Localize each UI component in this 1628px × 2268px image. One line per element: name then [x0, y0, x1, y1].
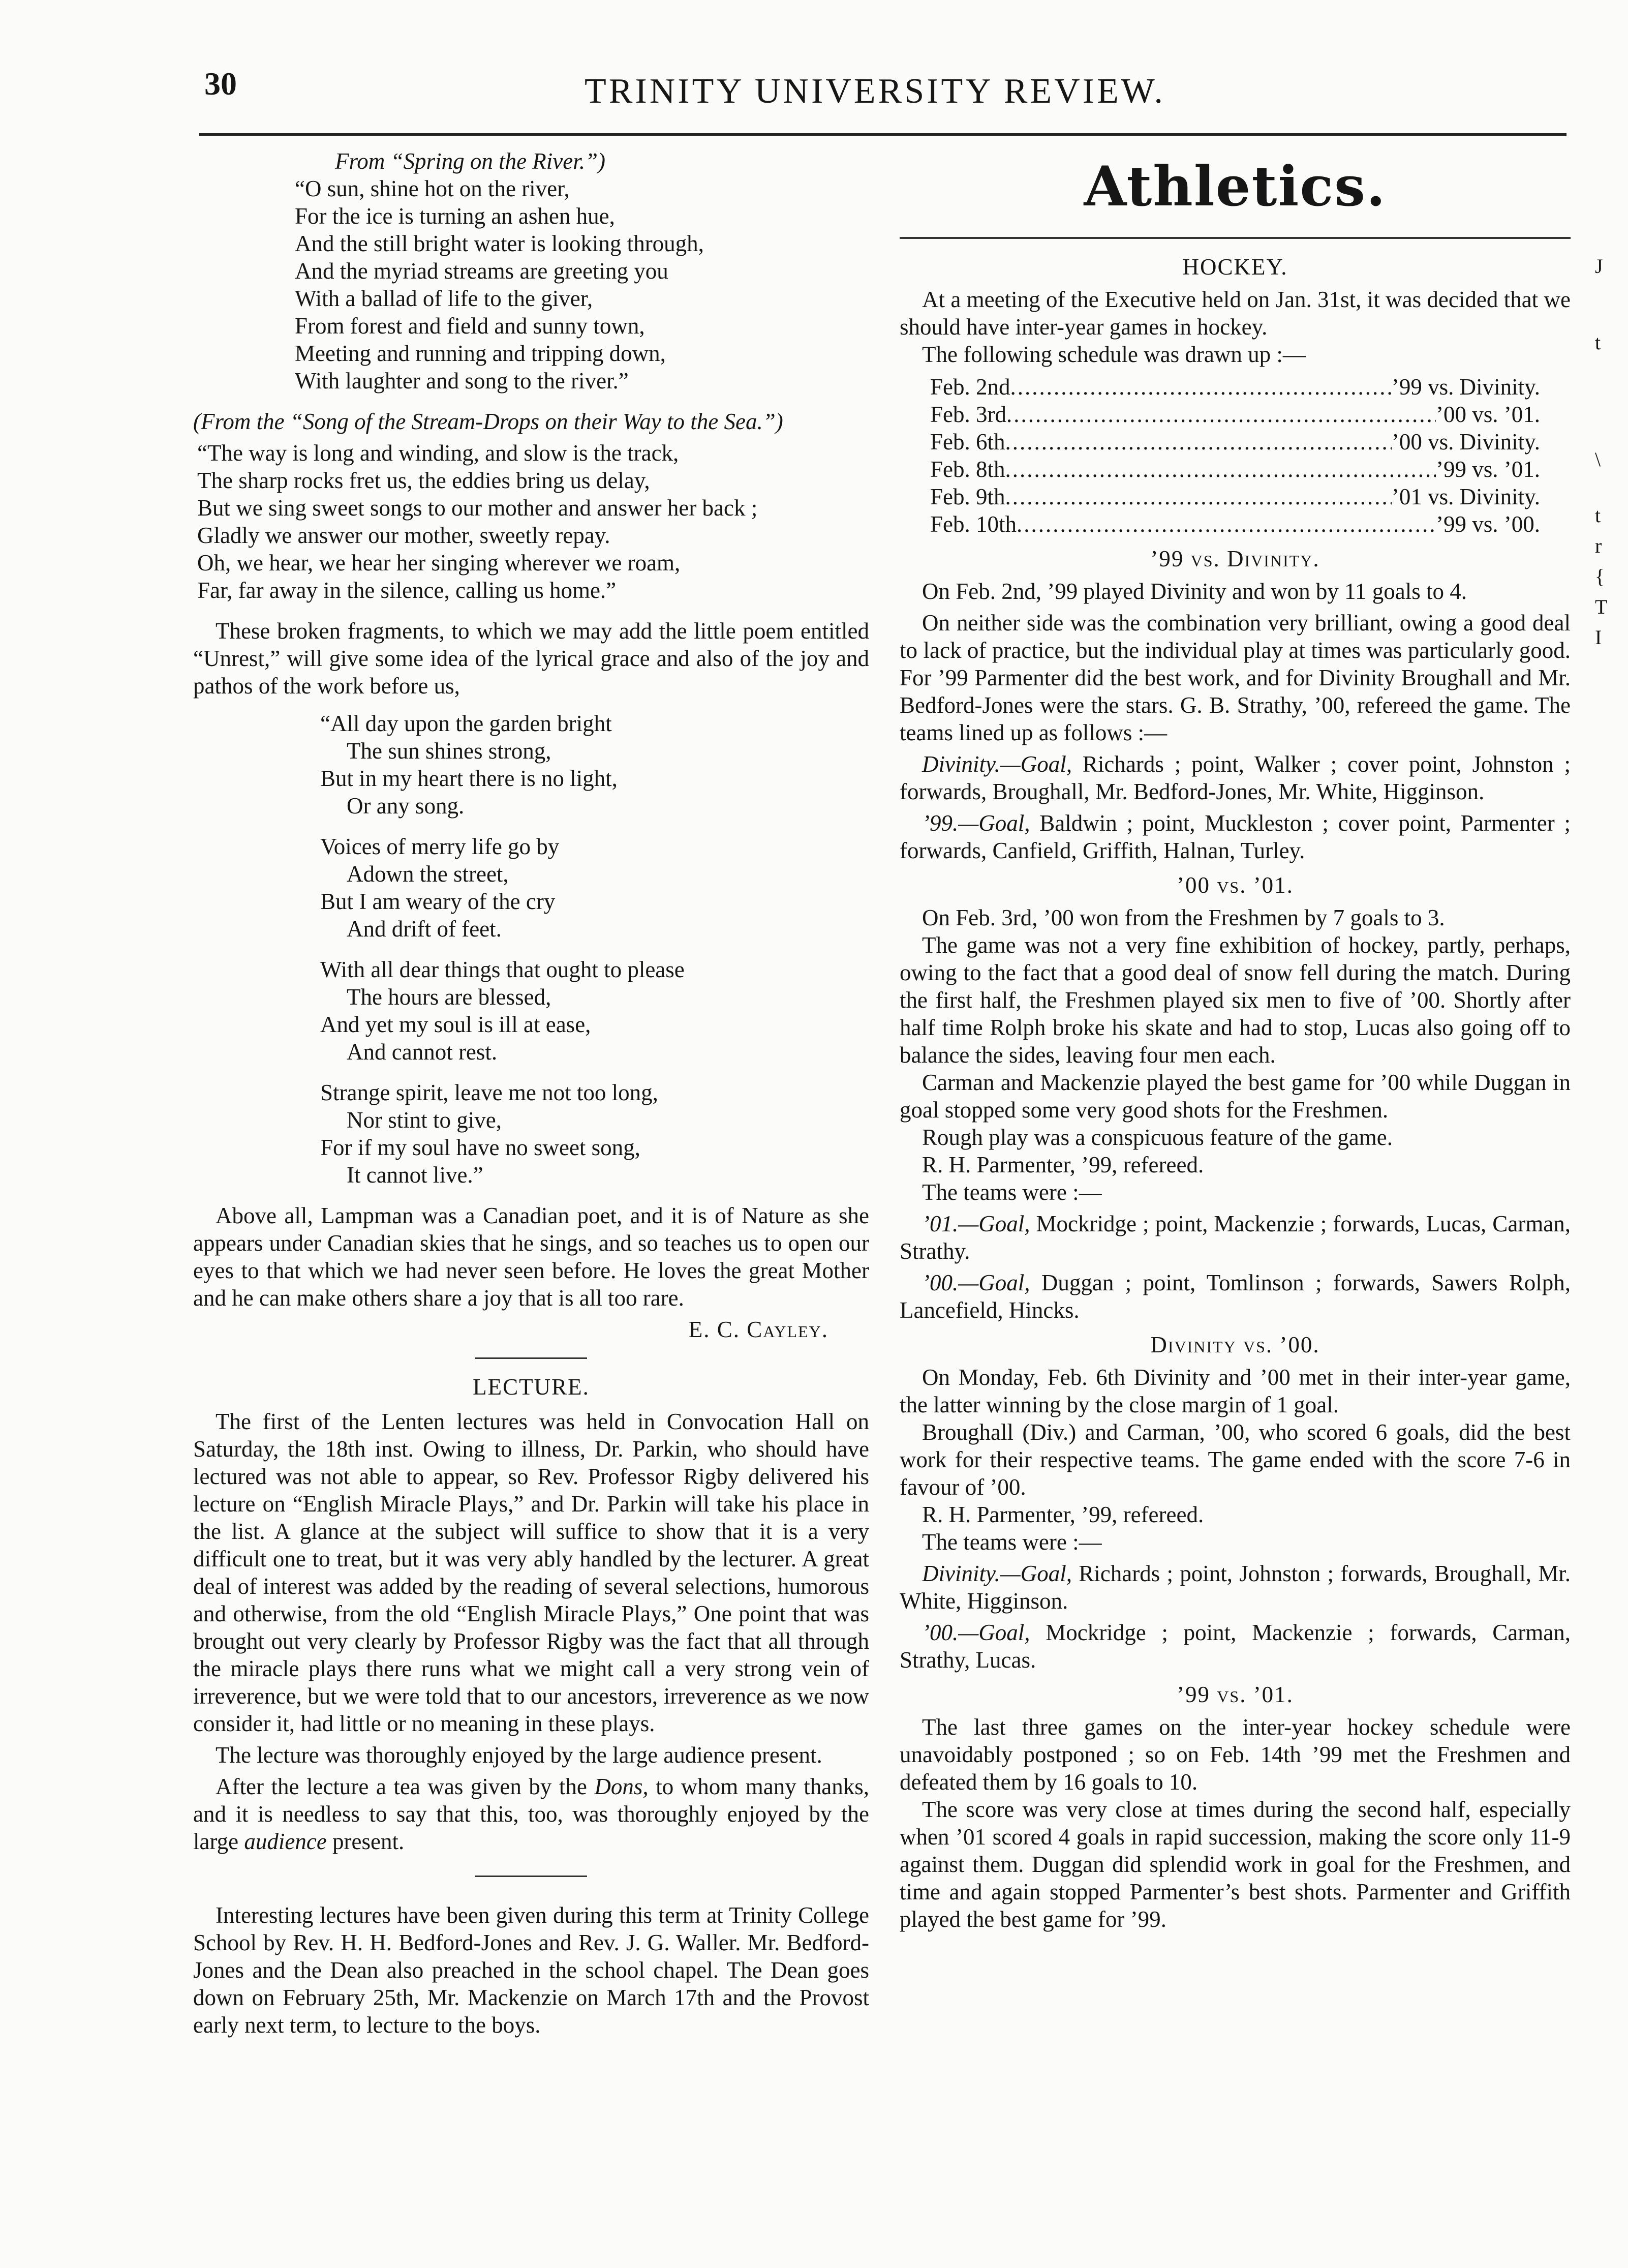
- poem-unrest: [320, 710, 869, 1189]
- poem-line: The hours are blessed,: [347, 984, 551, 1010]
- schedule-game: ’00 vs. Divinity.: [1391, 429, 1540, 455]
- poem-line: It cannot live.”: [347, 1162, 483, 1188]
- poem-line: With laughter and song to the river.”: [295, 368, 629, 394]
- schedule-date: Feb. 9th: [930, 484, 1005, 509]
- text-run: After the lecture a tea was given by the: [216, 1774, 595, 1799]
- schedule-game: ’99 vs. ’00.: [1436, 511, 1540, 537]
- game-paragraph: The last three games on the inter-year hockey schedule were unavoidably postponed ; so on Feb. 14th ’99 met the Freshmen and defeated them by 16 goals to 10.: [900, 1714, 1571, 1795]
- poem-line: The sun shines strong,: [347, 738, 551, 764]
- schedule-game: ’99 vs. ’01.: [1436, 457, 1540, 482]
- team-lineup: [900, 1619, 1571, 1674]
- stanza: [320, 710, 869, 820]
- game-heading: ’99 vs. Divinity.: [1150, 546, 1320, 571]
- lineup-label: ’00.—Goal,: [922, 1270, 1030, 1295]
- game-heading: ’00 vs. ’01.: [1177, 872, 1294, 898]
- game-heading: Divinity vs. ’00.: [1150, 1332, 1320, 1357]
- leader-dots: [1017, 510, 1436, 538]
- game-paragraph: On Monday, Feb. 6th Divinity and ’00 met in their inter-year game, the latter winning by the close margin of 1 goal.: [900, 1365, 1571, 1417]
- poem-line: Oh, we hear, we hear her singing wherever we roam,: [197, 550, 681, 576]
- schedule-row: [930, 401, 1571, 428]
- author-signature: E. C. Cayley.: [688, 1317, 828, 1342]
- game-paragraph: R. H. Parmenter, ’99, refereed.: [922, 1502, 1204, 1527]
- paragraph-lampman: Above all, Lampman was a Canadian poet, and it is of Nature as she appears under Canadian skies that he sings, and so teaches us to open our eyes to that which we had never seen before. He loves the great Mother and he can make others share a joy that is all too rare.: [193, 1203, 869, 1311]
- game-paragraph: The game was not a very fine exhibition of hockey, partly, perhaps, owing to the fact that a good deal of snow fell during the match. During the first half, the Freshmen played six men to five of ’00. Shortly after half time Rolph broke his skate and had to stop, Lucas also going off to balance the sides, leaving four men each.: [900, 932, 1571, 1068]
- lecture-paragraph: The lecture was thoroughly enjoyed by the large audience present.: [216, 1742, 822, 1768]
- game-heading: ’99 vs. ’01.: [1177, 1682, 1294, 1707]
- poem-line: Adown the street,: [347, 861, 509, 887]
- game-paragraph: On Feb. 2nd, ’99 played Divinity and won by 11 goals to 4.: [922, 579, 1467, 604]
- poem-line: Nor stint to give,: [347, 1107, 502, 1133]
- header-rule: [199, 133, 1566, 136]
- poem-line: And the still bright water is looking through,: [295, 231, 704, 256]
- leader-dots: [1005, 456, 1436, 483]
- poem-line: With all dear things that ought to please: [320, 957, 685, 982]
- schedule-date: Feb. 2nd: [930, 374, 1010, 400]
- lineup-text: Baldwin ; point, Muckleston ; cover point, Parmenter ; forwards, Canfield, Griffith, Halnan, Turley.: [900, 810, 1571, 863]
- text-run: to whom many thanks, and it is needless to say that this, too, was thoroughly enjoyed by the large: [193, 1774, 870, 1854]
- poem-line: Gladly we answer our mother, sweetly repay.: [197, 523, 610, 548]
- edge-mark: {: [1595, 565, 1605, 588]
- game-paragraph: On Feb. 3rd, ’00 won from the Freshmen by 7 goals to 3.: [922, 905, 1445, 930]
- schedule-row: [930, 428, 1571, 456]
- lecture-heading: LECTURE.: [473, 1374, 590, 1400]
- left-column: [193, 147, 869, 2043]
- athletics-title: Athletics.: [1084, 155, 1387, 219]
- text-run: Dons,: [594, 1774, 649, 1799]
- leader-dots: [1005, 428, 1392, 456]
- schedule-row: [930, 483, 1571, 510]
- poem-line: For if my soul have no sweet song,: [320, 1135, 640, 1160]
- lineup-label: Divinity.—Goal,: [922, 751, 1072, 777]
- section-divider: [475, 1876, 587, 1877]
- poem-line: The sharp rocks fret us, the eddies bring us delay,: [197, 468, 650, 493]
- edge-mark: \: [1595, 448, 1601, 471]
- poem-spring-on-the-river: [295, 175, 869, 395]
- schedule-date: Feb. 8th: [930, 457, 1005, 482]
- schedule-date: Feb. 10th: [930, 511, 1017, 537]
- lineup-text: Mockridge ; point, Mackenzie ; forwards, Lucas, Carman, Strathy.: [900, 1211, 1571, 1264]
- poem-line: Voices of merry life go by: [320, 834, 560, 859]
- game-paragraph: Broughall (Div.) and Carman, ’00, who scored 6 goals, did the best work for their respective teams. The game ended with the score 7-6 in favour of ’00.: [900, 1419, 1571, 1500]
- team-lineup: [900, 750, 1571, 805]
- poem-line: And drift of feet.: [347, 916, 502, 942]
- poem-line: And the myriad streams are greeting you: [295, 258, 668, 284]
- edge-mark: t: [1595, 504, 1601, 527]
- lecture-paragraph: [193, 1773, 869, 1855]
- schedule-game: ’01 vs. Divinity.: [1391, 484, 1540, 509]
- running-title: TRINITY UNIVERSITY REVIEW.: [585, 72, 1165, 111]
- poem-line: With a ballad of life to the giver,: [295, 286, 593, 311]
- lineup-label: ’00.—Goal,: [922, 1620, 1030, 1645]
- poem-line: “All day upon the garden bright: [320, 711, 612, 736]
- text-run: present.: [326, 1829, 405, 1854]
- lineup-text: Mockridge ; point, Mackenzie ; forwards, Carman, Strathy, Lucas.: [900, 1620, 1571, 1673]
- poem-line: But in my heart there is no light,: [320, 766, 618, 791]
- poem1-caption: From “Spring on the River.”): [334, 148, 606, 174]
- edge-mark: r: [1595, 534, 1602, 557]
- edge-mark: t: [1595, 331, 1601, 354]
- stanza: [320, 833, 869, 943]
- poem-line: From forest and field and sunny town,: [295, 313, 645, 339]
- poem-line: Or any song.: [347, 793, 465, 819]
- game-paragraph: The teams were :—: [922, 1529, 1102, 1555]
- lineup-label: ’99.—Goal,: [922, 810, 1030, 836]
- lineup-text: Duggan ; point, Tomlinson ; forwards, Sawers Rolph, Lancefield, Hincks.: [900, 1270, 1571, 1323]
- game-paragraph: Carman and Mackenzie played the best game for ’00 while Duggan in goal stopped some very good shots for the Freshmen.: [900, 1070, 1571, 1123]
- stanza: [320, 956, 869, 1066]
- lineup-label: ’01.—Goal,: [922, 1211, 1030, 1236]
- poem-line: For the ice is turning an ashen hue,: [295, 203, 615, 229]
- schedule-row: [930, 510, 1571, 538]
- team-lineup: [900, 1210, 1571, 1265]
- schedule-row: [930, 373, 1571, 401]
- poem-line: Meeting and running and tripping down,: [295, 341, 666, 366]
- game-paragraph: R. H. Parmenter, ’99, refereed.: [922, 1152, 1204, 1177]
- paragraph-fragments: These broken fragments, to which we may add the little poem entitled “Unrest,” will give some idea of the lyrical grace and also of the joy and pathos of the work before us,: [193, 618, 869, 699]
- poem-line: Far, far away in the silence, calling us home.”: [197, 578, 617, 603]
- title-rule: [900, 237, 1571, 239]
- game-paragraph: Rough play was a conspicuous feature of the game.: [922, 1125, 1393, 1150]
- poem-line: “O sun, shine hot on the river,: [295, 176, 570, 201]
- page-number: 30: [204, 66, 237, 102]
- schedule-row: [930, 456, 1571, 483]
- lineup-text: Richards ; point, Johnston ; forwards, Broughall, Mr. White, Higginson.: [900, 1561, 1571, 1614]
- schedule-date: Feb. 6th: [930, 429, 1005, 455]
- section-divider: [475, 1357, 587, 1359]
- poem-line: But I am weary of the cry: [320, 889, 556, 914]
- leader-dots: [1006, 401, 1436, 428]
- lineup-label: Divinity.—Goal,: [922, 1561, 1072, 1586]
- game-paragraph: On neither side was the combination very brilliant, owing a good deal to lack of practice, but the individual play at times was particularly good. For ’99 Parmenter did the best work, and for Divinity Broughall and Mr. Bedford-Jones were the stars. G. B. Strathy, ’00, refereed the game. The teams lined up as follows :—: [900, 610, 1571, 745]
- stanza: [320, 1079, 869, 1189]
- poem-stream-drops: [197, 439, 869, 604]
- hockey-heading: HOCKEY.: [1182, 254, 1288, 280]
- edge-mark: I: [1595, 626, 1602, 649]
- game-paragraph: The score was very close at times during the second half, especially when ’01 scored 4 goals in rapid succession, making the score only 11-9 against them. Duggan did splendid work in goal for the Freshmen, and time and again stopped Parmenter’s best shots. Parmenter and Griffith played the best game for ’99.: [900, 1797, 1571, 1932]
- hockey-schedule: [930, 373, 1571, 538]
- lecture-paragraph: The first of the Lenten lectures was held in Convocation Hall on Saturday, the 18th inst. Owing to illness, Dr. Parkin, who should have lectured was not able to appear, so Rev. Professor Rigby delivered his lecture on “English Miracle Plays,” and Dr. Parkin will take his place in the list. A glance at the subject will suffice to show that it is a very difficult one to treat, but it was very ably handled by the lecturer. A great deal of interest was added by the reading of several selections, humorous and otherwise, from the old “English Miracle Plays,” One point that was brought out very clearly by Professor Rigby was the fact that all through the miracle plays there runs what we might call a very strong vein of irreverence, but we were told that to our ancestors, irreverence as we now consider it, had little or no meaning in these plays.: [193, 1409, 869, 1736]
- schedule-intro: The following schedule was drawn up :—: [922, 342, 1306, 367]
- edge-mark: T: [1595, 595, 1608, 618]
- hockey-intro: At a meeting of the Executive held on Jan. 31st, it was decided that we should have inter-year games in hockey.: [900, 287, 1571, 340]
- schedule-game: ’99 vs. Divinity.: [1391, 374, 1540, 400]
- schedule-game: ’00 vs. ’01.: [1436, 402, 1540, 427]
- game-paragraph: The teams were :—: [922, 1180, 1102, 1205]
- lineup-text: Richards ; point, Walker ; cover point, Johnston ; forwards, Broughall, Mr. Bedford-Jones, Mr. White, Higginson.: [900, 751, 1571, 804]
- team-lineup: [900, 809, 1571, 864]
- team-lineup: [900, 1269, 1571, 1324]
- poem-line: And cannot rest.: [347, 1039, 498, 1065]
- leader-dots: [1010, 373, 1392, 401]
- poem2-caption: (From the “Song of the Stream-Drops on their Way to the Sea.”): [193, 409, 783, 434]
- edge-mark: J: [1595, 255, 1603, 278]
- schedule-date: Feb. 3rd: [930, 402, 1006, 427]
- leader-dots: [1005, 483, 1392, 510]
- poem-line: And yet my soul is ill at ease,: [320, 1012, 591, 1037]
- poem-line: But we sing sweet songs to our mother and answer her back ;: [197, 495, 758, 521]
- text-run: audience: [244, 1829, 327, 1854]
- poem-line: “The way is long and winding, and slow is the track,: [197, 440, 679, 466]
- tcs-lectures-paragraph: Interesting lectures have been given during this term at Trinity College School by Rev. H. H. Bedford-Jones and Rev. J. G. Waller. Mr. Bedford-Jones and the Dean also preached in the school chapel. The Dean goes down on February 25th, Mr. Mackenzie on March 17th and the Provost early next term, to lecture to the boys.: [193, 1902, 869, 2038]
- right-column: [900, 147, 1571, 1937]
- team-lineup: [900, 1560, 1571, 1615]
- poem-line: Strange spirit, leave me not too long,: [320, 1080, 658, 1105]
